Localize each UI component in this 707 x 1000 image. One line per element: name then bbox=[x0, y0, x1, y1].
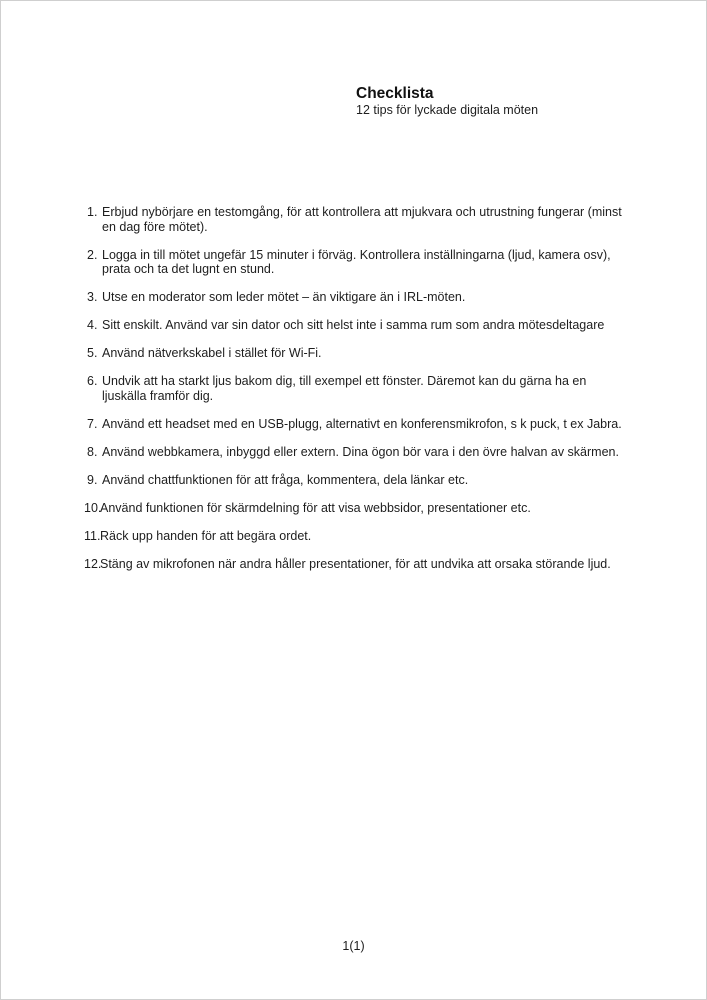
list-item-text: Stäng av mikrofonen när andra håller presentationer, för att undvika att orsaka störande ljud. bbox=[100, 556, 611, 571]
list-item bbox=[84, 500, 624, 516]
list-item-text: Erbjud nybörjare en testomgång, för att kontrollera att mjukvara och utrustning fungerar (minst en dag före mötet). bbox=[102, 205, 622, 234]
list-item-text: Använd ett headset med en USB-plugg, alternativt en konferensmikrofon, s k puck, t ex Jabra. bbox=[102, 416, 622, 431]
list-item-number: 12. bbox=[84, 556, 102, 571]
list-item-number: 5. bbox=[87, 346, 98, 360]
list-item-number: 7. bbox=[87, 416, 98, 431]
list-item bbox=[84, 528, 624, 544]
list-item-number: 9. bbox=[87, 472, 98, 487]
title-block bbox=[356, 84, 538, 118]
checklist bbox=[84, 205, 624, 585]
document-title: Checklista bbox=[356, 85, 434, 102]
list-item bbox=[84, 556, 624, 572]
list-item bbox=[87, 290, 624, 305]
list-item bbox=[87, 445, 624, 460]
list-item-text: Logga in till mötet ungefär 15 minuter i förväg. Kontrollera inställningarna (ljud, kamera osv), prata och ta det lugnt en stund. bbox=[102, 247, 611, 276]
list-item bbox=[87, 318, 624, 333]
list-item-number: 6. bbox=[87, 374, 98, 388]
list-item-number: 4. bbox=[87, 318, 98, 332]
list-item bbox=[87, 374, 624, 403]
page-number-footer: 1(1) bbox=[342, 939, 365, 953]
list-item bbox=[87, 205, 624, 234]
list-item-text: Sitt enskilt. Använd var sin dator och sitt helst inte i samma rum som andra mötesdeltagare bbox=[102, 318, 605, 332]
list-item-text: Använd chattfunktionen för att fråga, kommentera, dela länkar etc. bbox=[102, 472, 469, 487]
document-subtitle: 12 tips för lyckade digitala möten bbox=[356, 103, 539, 117]
list-item bbox=[87, 248, 624, 277]
list-item-number: 1. bbox=[87, 205, 98, 219]
list-item bbox=[87, 417, 624, 432]
list-item bbox=[87, 473, 624, 488]
list-item-text: Använd nätverkskabel i stället för Wi-Fi. bbox=[102, 346, 322, 360]
list-item-number: 11. bbox=[84, 528, 101, 543]
list-item-text: Undvik att ha starkt ljus bakom dig, till exempel ett fönster. Däremot kan du gärna ha en ljuskälla framför dig. bbox=[102, 374, 587, 403]
list-item-number: 3. bbox=[87, 290, 98, 304]
list-item-number: 8. bbox=[87, 444, 98, 459]
list-item-text: Använd funktionen för skärmdelning för att visa webbsidor, presentationer etc. bbox=[100, 500, 531, 515]
list-item-number: 2. bbox=[87, 247, 98, 262]
list-item bbox=[87, 346, 624, 361]
list-item-text: Utse en moderator som leder mötet – än viktigare än i IRL-möten. bbox=[102, 290, 466, 304]
list-item-text: Räck upp handen för att begära ordet. bbox=[100, 528, 312, 543]
list-item-number: 10. bbox=[84, 500, 102, 515]
list-item-text: Använd webbkamera, inbyggd eller extern. Dina ögon bör vara i den övre halvan av skärmen. bbox=[102, 444, 619, 459]
